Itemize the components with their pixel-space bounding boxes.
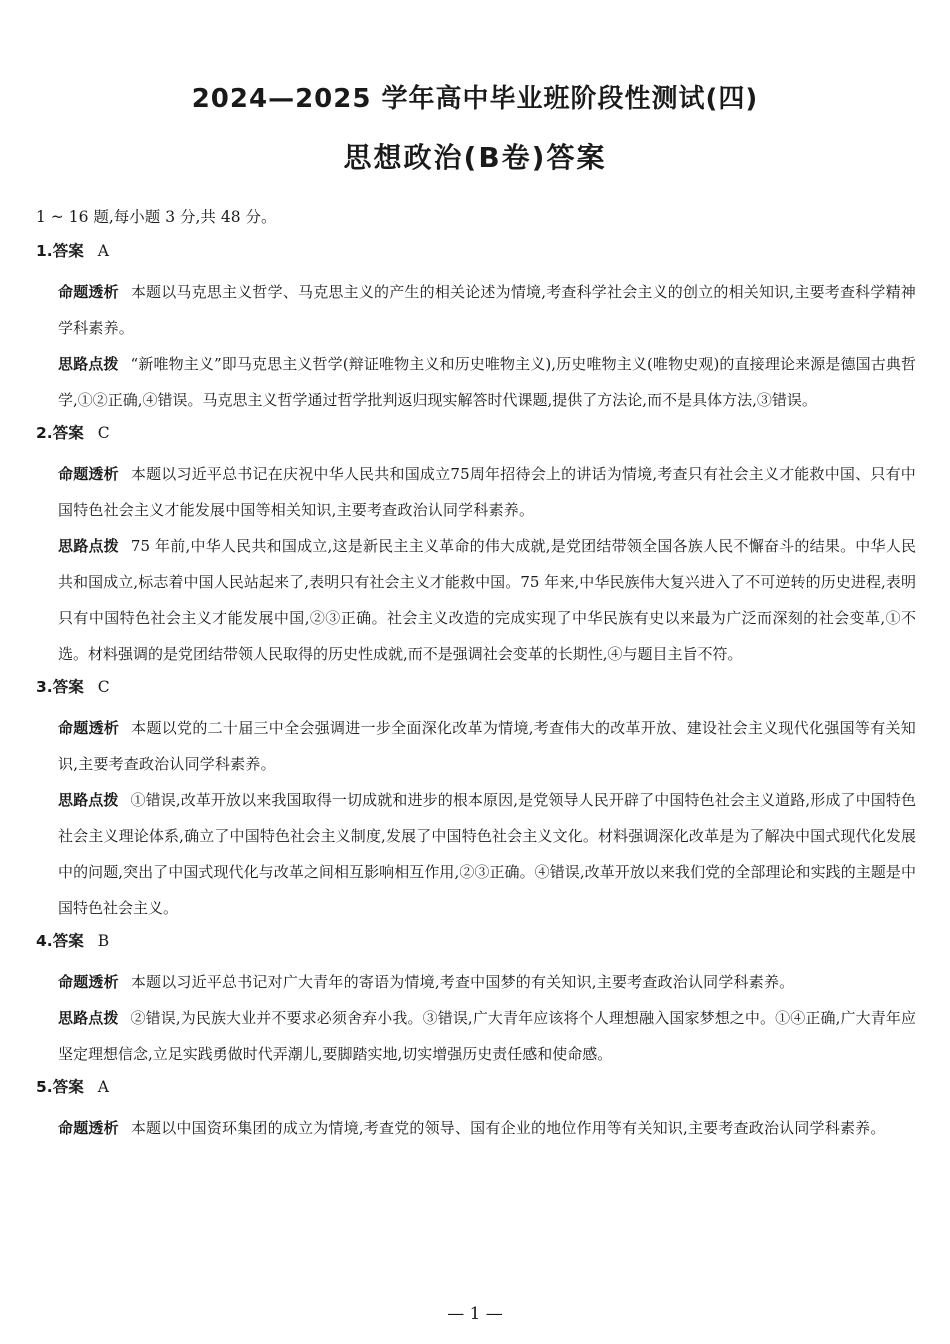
answer-value: A: [97, 242, 109, 260]
hint-paragraph: [58, 1000, 916, 1072]
answer-label: 答案: [52, 1078, 84, 1096]
answer-line: [36, 926, 916, 964]
hint-label: 思路点拨: [58, 355, 119, 373]
hint-text: 75 年前,中华人民共和国成立,这是新民主主义革命的伟大成就,是党团结带领全国各族人民不懈奋斗的结果。中华人民共和国成立,标志着中国人民站起来了,表明只有社会主义才能救中国。75 年来,中华民族伟大复兴进入了不可逆转的历史进程,表明只有中国特色社会主义才能发展中国,②③正确。社会主义改造的完成实现了中华民族有史以来最为广泛而深刻的社会变革,①不选。材料强调的是党团结带领人民取得的历史性成就,而不是强调社会变革的长期性,④与题目主旨不符。: [58, 537, 916, 663]
analysis-text: 本题以习近平总书记在庆祝中华人民共和国成立75周年招待会上的讲话为情境,考查只有社会主义才能救中国、只有中国特色社会主义才能发展中国等相关知识,主要考查政治认同学科素养。: [58, 465, 916, 519]
question-1: [36, 236, 916, 418]
analysis-paragraph: [58, 964, 916, 1000]
question-number: 3.: [36, 678, 53, 696]
question-5: [36, 1072, 916, 1146]
analysis-text: 本题以马克思主义哲学、马克思主义的产生的相关论述为情境,考查科学社会主义的创立的相关知识,主要考查科学精神学科素养。: [58, 283, 916, 337]
answer-content: [36, 204, 916, 1146]
analysis-text: 本题以中国资环集团的成立为情境,考查党的领导、国有企业的地位作用等有关知识,主要考查政治认同学科素养。: [130, 1119, 886, 1137]
analysis-text: 本题以习近平总书记对广大青年的寄语为情境,考查中国梦的有关知识,主要考查政治认同学科素养。: [130, 973, 795, 991]
question-2: [36, 418, 916, 672]
question-number: 1.: [36, 242, 53, 260]
analysis-label: 命题透析: [58, 719, 120, 737]
answer-label: 答案: [52, 932, 84, 950]
hint-label: 思路点拨: [58, 791, 119, 809]
question-4: [36, 926, 916, 1072]
answer-label: 答案: [52, 242, 84, 260]
answer-label: 答案: [52, 424, 84, 442]
answer-value: C: [97, 424, 110, 442]
hint-text: ②错误,为民族大业并不要求必须舍弃小我。③错误,广大青年应该将个人理想融入国家梦想之中。①④正确,广大青年应坚定理想信念,立足实践勇做时代弄潮儿,要脚踏实地,切实增强历史责任感和使命感。: [58, 1009, 916, 1063]
answer-value: C: [97, 678, 110, 696]
analysis-paragraph: [58, 1110, 916, 1146]
page-number: — 1 —: [447, 1304, 503, 1324]
analysis-paragraph: [58, 710, 916, 782]
analysis-label: 命题透析: [58, 973, 119, 991]
hint-paragraph: [58, 346, 916, 418]
scoring-intro: 1 ~ 16 题,每小题 3 分,共 48 分。: [36, 208, 277, 226]
document-subtitle: 思想政治(B卷)答案: [343, 141, 607, 174]
answer-value: A: [97, 1078, 109, 1096]
analysis-label: 命题透析: [58, 283, 119, 301]
hint-text: “新唯物主义”即马克思主义哲学(辩证唯物主义和历史唯物主义),历史唯物主义(唯物史观)的直接理论来源是德国古典哲学,①②正确,④错误。马克思主义哲学通过哲学批判返归现实解答时代课题,提供了方法论,而不是具体方法,③错误。: [58, 355, 916, 409]
answer-label: 答案: [52, 678, 84, 696]
question-number: 2.: [36, 424, 53, 442]
hint-label: 思路点拨: [58, 537, 119, 555]
hint-paragraph: [58, 782, 916, 926]
hint-label: 思路点拨: [58, 1009, 119, 1027]
answer-line: [36, 236, 916, 274]
question-number: 4.: [36, 932, 53, 950]
answer-line: [36, 672, 916, 710]
analysis-text: 本题以党的二十届三中全会强调进一步全面深化改革为情境,考查伟大的改革开放、建设社会主义现代化强国等有关知识,主要考查政治认同学科素养。: [58, 719, 916, 773]
analysis-label: 命题透析: [58, 1119, 119, 1137]
question-3: [36, 672, 916, 926]
analysis-paragraph: [58, 456, 916, 528]
analysis-label: 命题透析: [58, 465, 119, 483]
answer-line: [36, 418, 916, 456]
answer-line: [36, 1072, 916, 1110]
hint-paragraph: [58, 528, 916, 672]
analysis-paragraph: [58, 274, 916, 346]
document-title: 2024—2025 学年高中毕业班阶段性测试(四): [191, 84, 759, 114]
answer-value: B: [97, 932, 110, 950]
question-number: 5.: [36, 1078, 53, 1096]
hint-text: ①错误,改革开放以来我国取得一切成就和进步的根本原因,是党领导人民开辟了中国特色社会主义道路,形成了中国特色社会主义理论体系,确立了中国特色社会主义制度,发展了中国特色社会主义文化。材料强调深化改革是为了解决中国式现代化发展中的问题,突出了中国式现代化与改革之间相互影响相互作用,②③正确。④错误,改革开放以来我们党的全部理论和实践的主题是中国特色社会主义。: [58, 791, 916, 917]
